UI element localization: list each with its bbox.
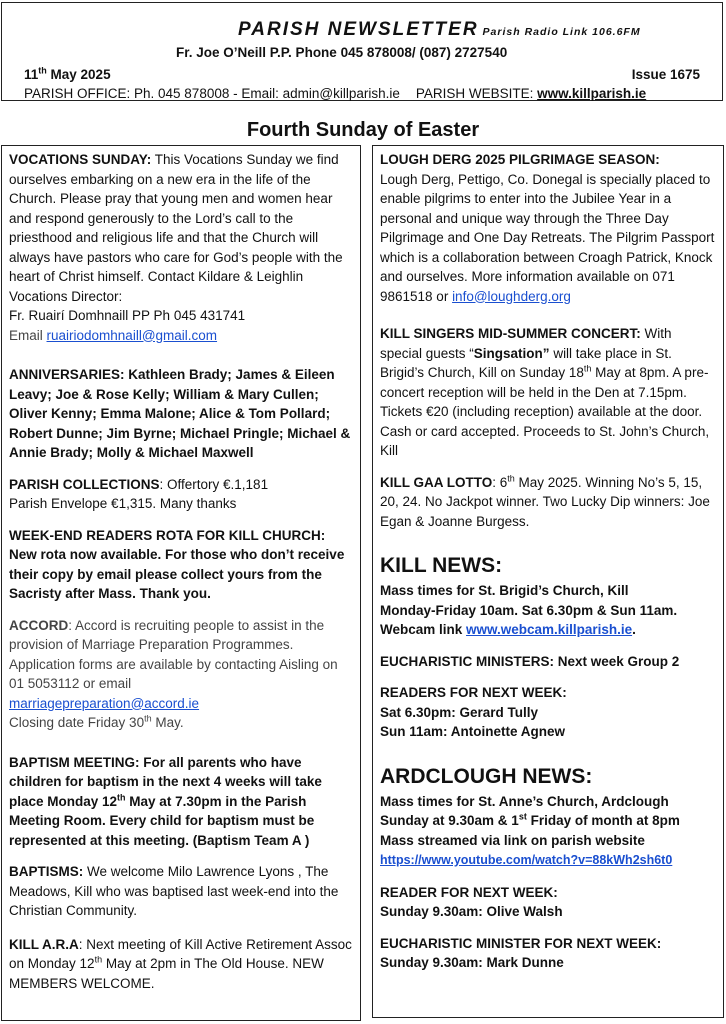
kill-mass-times [380,581,716,640]
ardclough-mass-line: Sunday at 9.30am & 1st Friday of month at 8pm [380,811,680,828]
lotto-body: : 6th May 2025. Winning No’s 5, 15, 20, 24. No Jackpot winner. Two Lucky Dip winners: Joe Egan & Joanne Burgess. [380,473,710,529]
lough-derg-heading: LOUGH DERG 2025 PILGRIMAGE SEASON: [380,152,660,167]
lotto-heading: KILL GAA LOTTO [380,474,493,490]
office-line [24,86,646,101]
priest-contact: Fr. Joe O’Neill P.P. Phone 045 878008/ (087) 2727540 [176,45,508,60]
baptism-meeting-section [9,753,353,851]
office-contact: PARISH OFFICE: Ph. 045 878008 - Email: admin@killparish.ie [24,86,400,101]
readers-rota-heading: WEEK-END READERS ROTA FOR KILL CHURCH: [9,527,326,543]
ardclough-reader [380,883,716,922]
kill-reader-sat: Sat 6.30pm: Gerard Tully [380,704,539,720]
webcam-link[interactable]: www.webcam.killparish.ie [466,622,633,637]
ardclough-eucharistic-minister: EUCHARISTIC MINISTER FOR NEXT WEEK: Sunday 9.30am: Mark Dunne [380,934,716,973]
collections-body: : Offertory €.1,181 [159,476,269,492]
lough-derg-email-link[interactable]: info@loughderg.org [452,288,571,304]
baptisms-body: We welcome Milo Lawrence Lyons , The Meadows, Kill who was baptised last week-end into the Christian Community. [9,864,339,918]
newsletter-header [1,2,723,101]
kill-readers-heading: READERS FOR NEXT WEEK: [380,685,567,700]
anniversaries-heading: ANNIVERSARIES [9,367,121,382]
right-column [372,145,724,1018]
ardclough-em-heading: EUCHARISTIC MINISTER FOR NEXT WEEK [380,935,657,951]
vocations-heading: VOCATIONS SUNDAY: [9,152,152,167]
ara-heading: KILL A.R.A [9,936,79,952]
website-link[interactable]: www.killparish.ie [537,86,647,101]
accord-email-link[interactable]: marriagepreparation@accord.ie [9,695,200,711]
concert-guest: Singsation” [473,345,550,361]
readers-rota-section [9,526,353,604]
collections-heading: PARISH COLLECTIONS [9,476,160,492]
kill-readers [380,683,716,742]
baptisms-heading: BAPTISMS: [9,864,84,879]
kill-news-heading: KILL NEWS: [380,554,503,577]
youtube-link[interactable]: https://www.youtube.com/watch?v=88kWh2sh6t0 [380,853,673,867]
readers-rota-body: New rota now available. For those who don’t receive their copy by email please collect yours from the Sacristy after Mass. Thank you. [9,547,345,601]
ara-section [9,935,353,994]
concert-heading: KILL SINGERS MID-SUMMER CONCERT: [380,326,641,341]
accord-heading: ACCORD [9,617,69,633]
kill-eucharistic-ministers [380,652,716,672]
kill-mass-line1: Mass times for St. Brigid’s Church, Kill [380,583,629,598]
anniversaries-section [9,365,353,463]
header-title-line [238,19,641,41]
baptism-meeting-heading: BAPTISM MEETING: [9,754,140,770]
lotto-section [380,473,716,532]
page-title: Fourth Sunday of Easter [246,119,480,141]
vocations-section [9,150,353,345]
newsletter-title: PARISH NEWSLETTER [238,19,479,40]
ardclough-reader-heading: READER FOR NEXT WEEK: [380,884,558,900]
ardclough-stream: Mass streamed via link on parish website [380,832,645,848]
website-label: PARISH WEBSITE: [415,86,538,101]
concert-body-c: May at 8pm. A pre-concert reception will be held in the Den at 7.15pm. Tickets €20 (including reception) available at the door. Cash or card accepted. Proceeds to St. John’s Church, Kill [380,365,710,458]
baptism-meeting-body: For all parents who have children for baptism in the next 4 weeks will take place Monday 12th May at 7.30pm in the Parish Meeting Room. Every child for baptism must be represented at this meeting. (Baptism Team A ) [9,754,322,848]
left-column [1,145,361,1021]
radio-link: Parish Radio Link 106.6FM [482,26,641,38]
ardclough-em-name: Sunday 9.30am: Mark Dunne [380,955,564,970]
lough-derg-section [380,150,716,306]
lough-derg-body: Lough Derg, Pettigo, Co. Donegal is specially placed to enable pilgrims to enter into the Jubilee Year in a personal and unique way through the Three Day Pilgrimage and One Day Retreats. The Pilgrim Passport which is a collaboration between Croagh Patrick, Knock and ourselves. More information available on 071 9861518 or [380,171,715,304]
kill-reader-sun: Sun 11am: Antoinette Agnew [380,724,566,739]
issue-number: Issue 1675 [631,67,700,82]
kill-em-body: : Next week Group 2 [549,653,680,669]
ardclough-reader-name: Sunday 9.30am: Olive Walsh [380,904,563,919]
ardclough-mass-heading: Mass times for St. Anne’s Church, Ardclough [380,793,669,809]
ardclough-news-heading: ARDCLOUGH NEWS: [380,764,593,788]
accord-body: : Accord is recruiting people to assist in the provision of Marriage Preparation Programmes. Application forms are available by contacting Aisling on 01 5053112 or email [9,617,338,691]
vocations-email-link[interactable]: ruairiodomhnaill@gmail.com [46,327,218,343]
concert-section: KILL SINGERS MID-SUMMER CONCERT: With special guests “Singsation” will take place in St. Brigid’s Church, Kill on Sunday 18th May at 8pm. A pre-concert reception will be held in the Den at 7.15pm. Tickets €20 (including reception) available at the door. Cash or card accepted. Proceeds to St. John’s Church, Kill [380,326,710,458]
ara-body: : Next meeting of Kill Active Retirement Assoc on Monday 12th May at 2pm in The Old House. NEW MEMBERS WELCOME. [9,936,352,991]
vocations-contact: Fr. Ruairí Domhnaill PP Ph 045 431741 [9,308,246,323]
ardclough-mass-times [380,792,716,871]
collections-section [9,475,353,514]
webcam-line: Webcam link www.webcam.killparish.ie. [380,622,636,637]
concert-body-a: With special guests “ [380,326,672,361]
accord-closing: Closing date Friday 30th May. [9,713,184,730]
accord-section [9,616,353,733]
concert-body-b: will take place in St. Brigid’s Church, Kill on Sunday 18 [380,345,672,380]
issue-date: 11th May 2025 [24,65,111,82]
anniversaries-body: : Kathleen Brady; James & Eileen Leavy; Joe & Rose Kelly; William & Mary Cullen; Oliver Kenny; Emma Malone; Alice & Tom Pollard; Robert Dunne; Jim Byrne; Michael Pringle; Michael & Annie Brady; Molly & Michael Maxwell [9,367,351,460]
kill-mass-line2: Monday-Friday 10am. Sat 6.30pm & Sun 11am. [380,602,678,618]
kill-em-heading: EUCHARISTIC MINISTERS [380,653,550,669]
vocations-email-line: Email ruairiodomhnaill@gmail.com [9,327,218,343]
vocations-body: This Vocations Sunday we find ourselves embarking on a new era in the life of the Church. Please pray that young men and women hear and respond generously to the Lord’s call to the priesthood and religious life and that the Church will always have pastors who care for God’s people with the heart of Christ himself. Contact Kildare & Leighlin Vocations Director: [9,152,343,304]
collections-envelope: Parish Envelope €1,315. Many thanks [9,496,237,511]
baptisms-section [9,862,353,921]
